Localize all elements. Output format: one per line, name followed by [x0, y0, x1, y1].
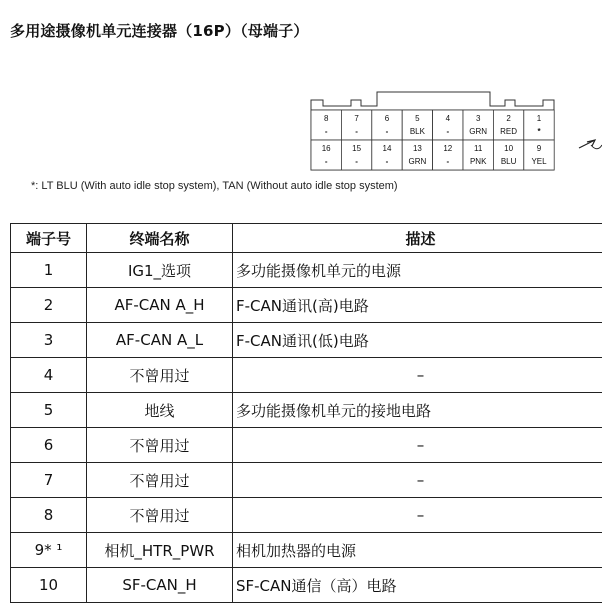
table-row: [11, 323, 602, 358]
pin-wire-color: -: [355, 127, 358, 136]
pin-wire-color: *: [537, 127, 541, 136]
terminal-description: –: [233, 463, 602, 498]
pin-number-label: 13: [412, 144, 422, 153]
pin-wire-color: RED: [500, 127, 518, 136]
pin-wire-color: BLU: [500, 157, 517, 166]
terminal-name: 不曾用过: [87, 428, 233, 463]
pin-wire-color: -: [385, 127, 389, 136]
terminal-description: 多功能摄像机单元的接地电路: [233, 393, 602, 428]
pin-number: 9* ¹: [11, 533, 87, 568]
table-row: [11, 288, 602, 323]
table-header-row: [11, 224, 602, 253]
pin-wire-color: PNK: [469, 157, 487, 166]
pin-number-label: 12: [443, 144, 453, 153]
terminal-name: 不曾用过: [87, 463, 233, 498]
terminal-description: F-CAN通讯(低)电路: [233, 323, 602, 358]
terminal-name: 不曾用过: [87, 498, 233, 533]
pin-number: 1: [11, 253, 87, 288]
terminal-name: 相机_HTR_PWR: [87, 533, 233, 568]
terminal-description: –: [233, 358, 602, 393]
pin-number: 6: [11, 428, 87, 463]
pin-number: 10: [11, 568, 87, 603]
table-row: [11, 393, 602, 428]
pin-number-label: 15: [352, 144, 362, 153]
pin-number-label: 4: [445, 114, 451, 123]
pin-wire-color: -: [385, 157, 389, 166]
pin-wire-color: -: [324, 157, 328, 166]
pin-grid: [311, 110, 554, 170]
pin-wire-color: YEL: [531, 157, 547, 166]
pin-wire-color: -: [446, 157, 450, 166]
header-pin: 端子号: [11, 224, 87, 253]
terminal-description: 相机加热器的电源: [233, 533, 602, 568]
pin-number: 7: [11, 463, 87, 498]
pin-number-label: 11: [474, 144, 483, 153]
header-name: 终端名称: [87, 224, 233, 253]
page-title: 多用途摄像机单元连接器（16P）（母端子）: [10, 22, 309, 40]
terminal-name: 不曾用过: [87, 358, 233, 393]
pin-number: 5: [11, 393, 87, 428]
table-row: [11, 358, 602, 393]
terminal-name: IG1_选项: [87, 253, 233, 288]
pin-number-label: 7: [354, 114, 359, 123]
table-row: [11, 568, 602, 603]
header-desc: 描述: [233, 224, 602, 253]
pin-number-label: 2: [506, 114, 511, 123]
pin-wire-color: -: [446, 127, 450, 136]
pin-number-label: 6: [384, 114, 390, 123]
table-row: [11, 428, 602, 463]
pin-number: 4: [11, 358, 87, 393]
table-row: [11, 498, 602, 533]
pin-number: 2: [11, 288, 87, 323]
pin-table: [10, 223, 602, 603]
pin-number: 8: [11, 498, 87, 533]
pin-number-label: 1: [536, 114, 542, 123]
probe-icon: [579, 140, 602, 149]
terminal-description: 多功能摄像机单元的电源: [233, 253, 602, 288]
pin-number-label: 9: [536, 144, 542, 153]
connector-footnote: *: LT BLU (With auto idle stop system), TAN (Without auto idle stop system): [31, 180, 398, 192]
pin-wire-color: GRN: [408, 157, 427, 166]
terminal-description: F-CAN通讯(高)电路: [233, 288, 602, 323]
pin-wire-color: BLK: [409, 127, 425, 136]
pin-number: 3: [11, 323, 87, 358]
table-row: [11, 463, 602, 498]
terminal-name: AF-CAN A_L: [87, 323, 233, 358]
table-row: [11, 533, 602, 568]
pin-number-label: 5: [415, 114, 420, 123]
terminal-description: –: [233, 428, 602, 463]
terminal-description: –: [233, 498, 602, 533]
pin-number-label: 8: [323, 114, 329, 123]
pin-wire-color: -: [324, 127, 328, 136]
terminal-description: SF-CAN通信（高）电路: [233, 568, 602, 603]
table-row: [11, 253, 602, 288]
connector-housing: [311, 92, 554, 110]
terminal-name: AF-CAN A_H: [87, 288, 233, 323]
pin-number-label: 10: [504, 144, 514, 153]
pin-number-label: 14: [382, 144, 392, 153]
connector-diagram: [303, 90, 602, 180]
pin-number-label: 16: [321, 144, 331, 153]
terminal-name: 地线: [87, 393, 233, 428]
pin-number-label: 3: [475, 114, 481, 123]
terminal-name: SF-CAN_H: [87, 568, 233, 603]
pin-wire-color: GRN: [469, 127, 488, 136]
pin-wire-color: -: [355, 157, 358, 166]
